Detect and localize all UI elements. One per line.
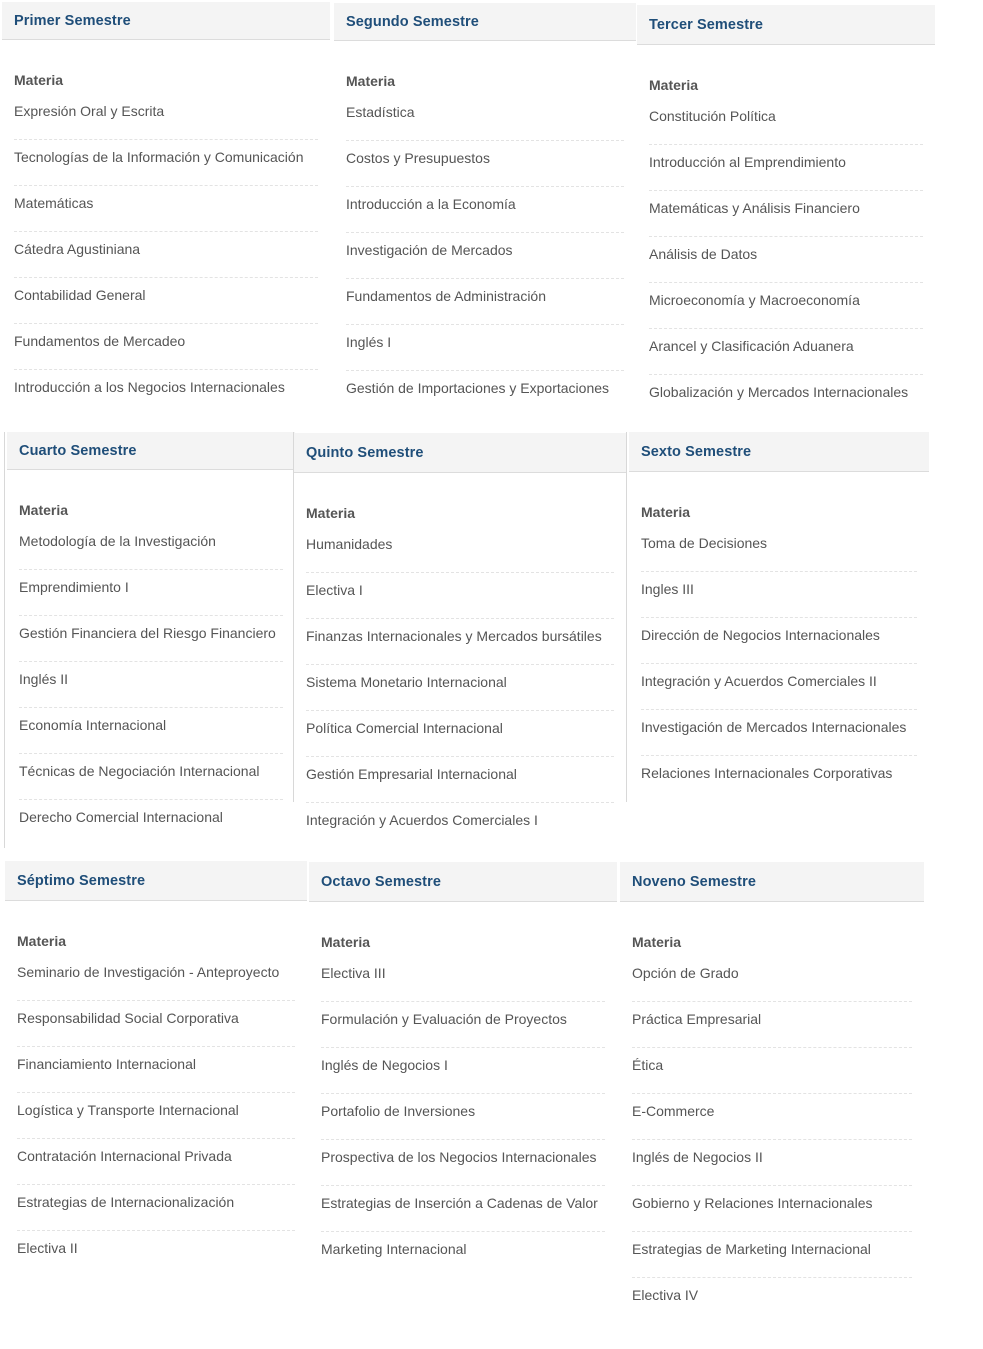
semester-panel-3 [637,5,935,421]
subject-item: Metodología de la Investigación [19,524,283,570]
semester-panel-8 [309,862,617,1278]
subject-item: E-Commerce [632,1094,912,1140]
subject-item: Constitución Política [649,99,923,145]
subject-item: Prospectiva de los Negocios Internacionales [321,1140,605,1186]
divider [626,432,627,802]
subject-item: Sistema Monetario Internacional [306,665,614,711]
column-header: Materia [649,77,699,93]
subject-item: Fundamentos de Administración [346,279,624,325]
subject-item: Matemáticas [14,186,318,232]
subject-list [334,41,636,417]
column-header: Materia [346,73,396,89]
subject-item: Arancel y Clasificación Aduanera [649,329,923,375]
subject-item: Emprendimiento I [19,570,283,616]
subject-list [5,901,307,1277]
semester-title[interactable]: Tercer Semestre [637,5,935,45]
column-header: Materia [632,934,682,950]
subject-item: Investigación de Mercados [346,233,624,279]
subject-item: Estrategias de Marketing Internacional [632,1232,912,1278]
subject-item: Economía Internacional [19,708,283,754]
subject-item: Matemáticas y Análisis Financiero [649,191,923,237]
subject-item: Inglés de Negocios I [321,1048,605,1094]
column-header: Materia [19,502,69,518]
semester-panel-9 [620,862,924,1324]
subject-item: Práctica Empresarial [632,1002,912,1048]
subject-item: Inglés de Negocios II [632,1140,912,1186]
semester-panel-4 [7,432,295,846]
subject-item: Marketing Internacional [321,1241,467,1257]
subject-item: Inglés I [346,325,624,371]
subject-item: Relaciones Internacionales Corporativas [641,765,893,781]
subject-item: Investigación de Mercados Internacionales [641,710,917,756]
semester-title[interactable]: Noveno Semestre [620,862,924,902]
subject-item: Portafolio de Inversiones [321,1094,605,1140]
subject-list [294,473,626,849]
subject-item: Financiamiento Internacional [17,1047,295,1093]
subject-item: Logística y Transporte Internacional [17,1093,295,1139]
semester-panel-6 [629,432,929,802]
subject-item: Análisis de Datos [649,237,923,283]
subject-item: Seminario de Investigación - Anteproyecto [17,955,295,1001]
subject-item: Introducción a los Negocios Internacionales [14,379,285,395]
subject-item: Humanidades [306,527,614,573]
subject-item: Costos y Presupuestos [346,141,624,187]
subject-item: Introducción al Emprendimiento [649,145,923,191]
subject-item: Inglés II [19,662,283,708]
subject-item: Estrategias de Internacionalización [17,1185,295,1231]
subject-item: Globalización y Mercados Internacionales [649,384,909,400]
semester-panel-2 [334,3,636,417]
subject-item: Integración y Acuerdos Comerciales I [306,812,538,828]
subject-item: Política Comercial Internacional [306,711,614,757]
subject-list [637,45,935,421]
subject-item: Responsabilidad Social Corporativa [17,1001,295,1047]
subject-item: Tecnologías de la Información y Comunicación [14,140,318,186]
subject-item: Contratación Internacional Privada [17,1139,295,1185]
subject-list [2,40,330,416]
subject-list [7,470,295,846]
column-header: Materia [14,72,64,88]
subject-item: Formulación y Evaluación de Proyectos [321,1002,605,1048]
divider [4,432,5,848]
subject-item: Expresión Oral y Escrita [14,94,318,140]
subject-item: Fundamentos de Mercadeo [14,324,318,370]
subject-item: Electiva II [17,1240,78,1256]
semester-title[interactable]: Quinto Semestre [294,433,626,473]
subject-item: Ingles III [641,572,917,618]
column-header: Materia [17,933,67,949]
subject-item: Ética [632,1048,912,1094]
subject-list [309,902,617,1278]
subject-item: Gestión de Importaciones y Exportaciones [346,380,610,396]
subject-item: Introducción a la Economía [346,187,624,233]
subject-item: Dirección de Negocios Internacionales [641,618,917,664]
subject-list [620,902,924,1324]
subject-item: Electiva IV [632,1287,699,1303]
column-header: Materia [321,934,371,950]
semester-title[interactable]: Segundo Semestre [334,3,636,41]
semester-panel-7 [5,861,307,1277]
semester-title[interactable]: Cuarto Semestre [7,432,295,470]
subject-item: Integración y Acuerdos Comerciales II [641,664,917,710]
subject-item: Contabilidad General [14,278,318,324]
subject-item: Gobierno y Relaciones Internacionales [632,1186,912,1232]
subject-item: Gestión Empresarial Internacional [306,757,614,803]
column-header: Materia [641,504,691,520]
subject-item: Electiva I [306,573,614,619]
subject-item: Microeconomía y Macroeconomía [649,283,923,329]
subject-item: Estadística [346,95,624,141]
subject-item: Gestión Financiera del Riesgo Financiero [19,616,283,662]
subject-item: Técnicas de Negociación Internacional [19,754,283,800]
semester-title[interactable]: Primer Semestre [2,2,330,40]
column-header: Materia [306,505,356,521]
semester-panel-5 [294,433,626,849]
semester-title[interactable]: Séptimo Semestre [5,861,307,901]
semester-title[interactable]: Octavo Semestre [309,862,617,902]
semester-panel-1 [2,2,330,416]
subject-item: Estrategias de Inserción a Cadenas de Valor [321,1186,605,1232]
semester-title[interactable]: Sexto Semestre [629,432,929,472]
subject-list [629,472,929,802]
subject-item: Electiva III [321,956,605,1002]
subject-item: Opción de Grado [632,956,912,1002]
subject-item: Derecho Comercial Internacional [19,809,223,825]
subject-item: Toma de Decisiones [641,526,917,572]
subject-item: Cátedra Agustiniana [14,232,318,278]
subject-item: Finanzas Internacionales y Mercados bursátiles [306,619,614,665]
